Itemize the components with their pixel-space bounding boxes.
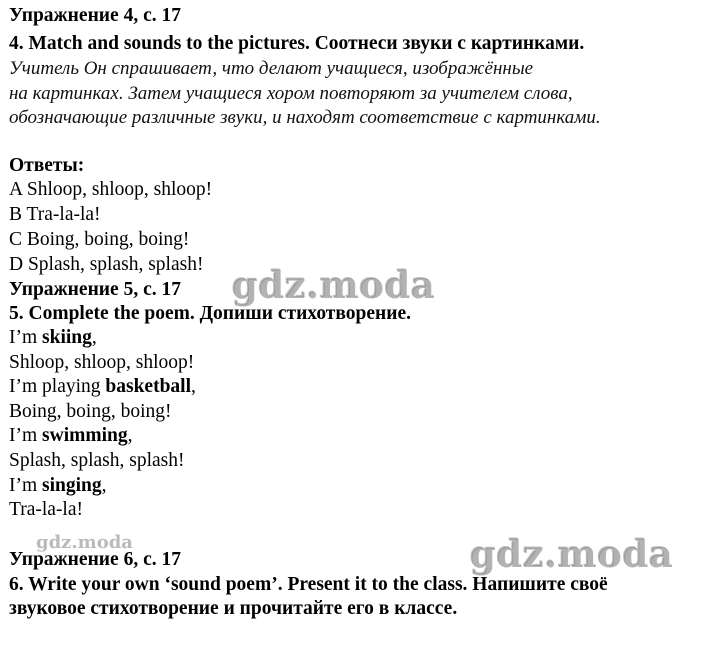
poem-punct: , [91, 327, 97, 348]
answer-a: A Shloop, shloop, shloop! [9, 179, 213, 200]
poem-line [9, 498, 83, 522]
answers-title: Ответы: [9, 155, 85, 176]
poem-punct: , [101, 475, 107, 496]
ex5-task: 5. Complete the poem. Допиши стихотворение. [9, 303, 412, 324]
poem-punct: , [191, 376, 196, 397]
poem-text: I’m playing [9, 376, 106, 397]
poem-text: I’m [9, 327, 43, 348]
ex4-task: 4. Match and sounds to the pictures. Соотнеси звуки с картинками. [9, 33, 585, 54]
poem-text: Splash, splash, splash! [9, 450, 185, 471]
watermark-logo: gdz.moda [470, 532, 674, 576]
ex6-task-line-2: звуковое стихотворение и прочитайте его в классе. [9, 598, 458, 619]
ex6-heading: Упражнение 6, с. 17 [9, 549, 181, 570]
ex5-heading: Упражнение 5, с. 17 [9, 279, 181, 300]
poem-text: I’m [9, 425, 43, 446]
poem-line [9, 400, 172, 424]
poem-line [9, 474, 107, 498]
ex4-note-line-3: обозначающие различные звуки, и находят соответствие с картинками. [9, 107, 601, 128]
poem-text: Boing, boing, boing! [9, 401, 172, 422]
poem-text: Shloop, shloop, shloop! [9, 352, 195, 373]
ex4-heading: Упражнение 4, с. 17 [9, 5, 181, 26]
answer-b: B Tra-la-la! [9, 204, 101, 225]
poem-answer: skiing [42, 327, 92, 348]
poem-punct: , [127, 425, 133, 446]
ex4-note-line-1: Учитель Он спрашивает, что делают учащиеся, изображённые [9, 58, 534, 79]
ex6-task-line-1: 6. Write your own ‘sound poem’. Present it to the class. Напишите своё [9, 574, 608, 595]
poem-text: Tra-la-la! [9, 499, 84, 520]
poem-answer: basketball [105, 376, 192, 397]
poem-line [9, 326, 97, 350]
poem-line [9, 449, 185, 473]
answer-d: D Splash, splash, splash! [9, 254, 204, 275]
watermark-logo: gdz.moda [232, 263, 436, 307]
poem-text: I’m [9, 475, 43, 496]
watermark-logo-small: gdz.moda [36, 532, 133, 553]
poem-answer: swimming [42, 425, 128, 446]
answer-c: C Boing, boing, boing! [9, 229, 190, 250]
poem-line [9, 375, 196, 399]
ex4-note-line-2: на картинках. Затем учащиеся хором повторяют за учителем слова, [9, 83, 573, 104]
poem-line [9, 351, 194, 375]
poem-line [9, 424, 133, 448]
poem-answer: singing [42, 475, 102, 496]
